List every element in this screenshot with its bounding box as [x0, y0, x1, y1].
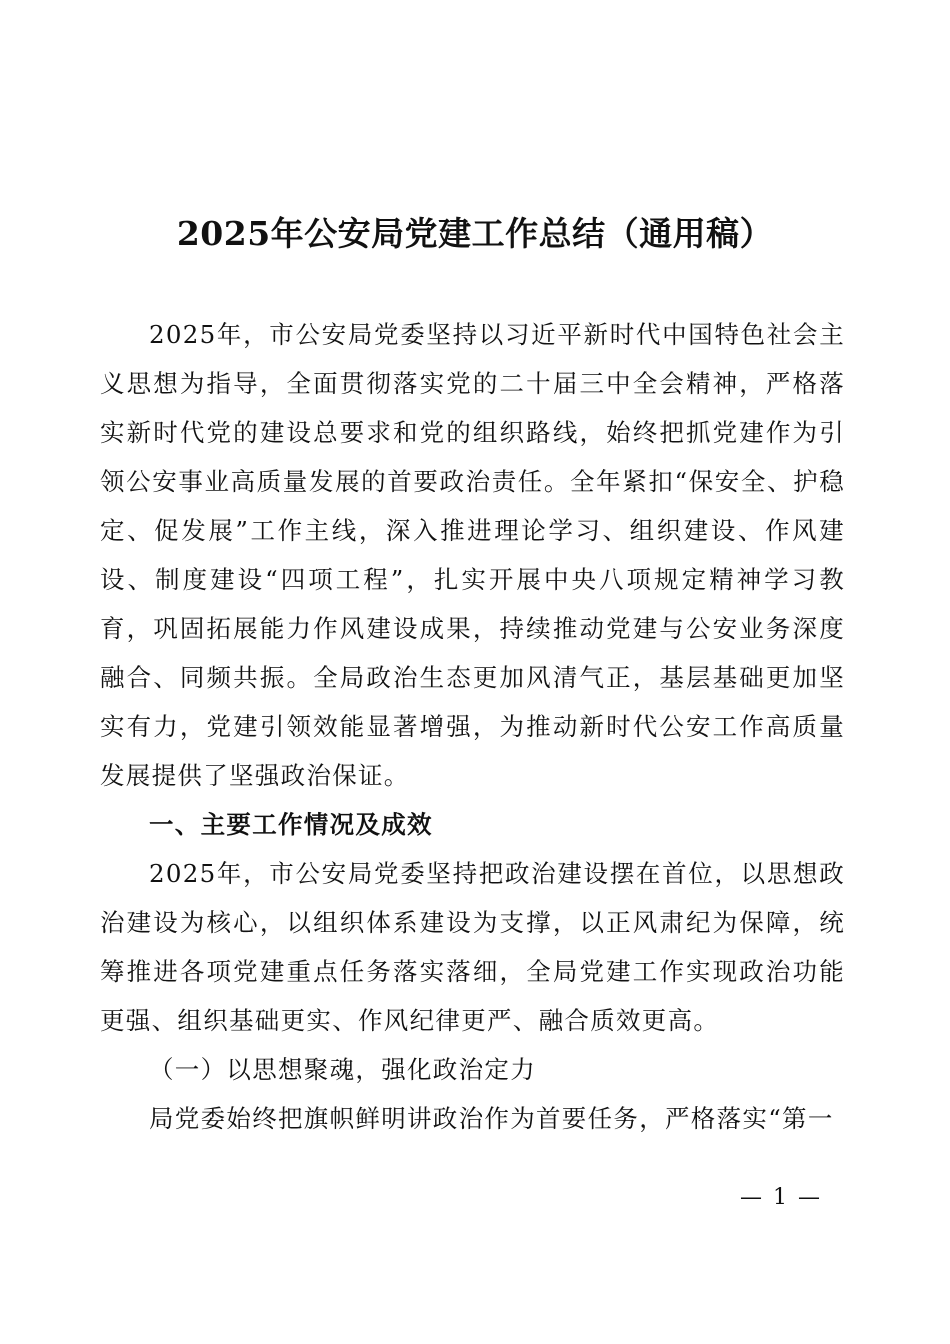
- section-1-paragraph: 2025年，市公安局党委坚持把政治建设摆在首位，以思想政治建设为核心，以组织体系建设为支撑，以正风肃纪为保障，统筹推进各项党建重点任务落实落细，全局党建工作实现政治功能更强、组织基础更实、作风纪律更严、融合质效更高。: [100, 859, 845, 1035]
- subsection-1-paragraph: 局党委始终把旗帜鲜明讲政治作为首要任务，严格落实“第一: [149, 1104, 834, 1133]
- section-heading-1: 一、主要工作情况及成效: [149, 810, 433, 839]
- intro-paragraph: 2025年，市公安局党委坚持以习近平新时代中国特色社会主义思想为指导，全面贯彻落实党的二十届三中全会精神，严格落实新时代党的建设总要求和党的组织路线，始终把抓党建作为引领公安事业高质量发展的首要政治责任。全年紧扣“保安全、护稳定、促发展”工作主线，深入推进理论学习、组织建设、作风建设、制度建设“四项工程”，扎实开展中央八项规定精神学习教育，巩固拓展能力作风建设成果，持续推动党建与公安业务深度融合、同频共振。全局政治生态更加风清气正，基层基础更加坚实有力，党建引领效能显著增强，为推动新时代公安工作高质量发展提供了坚强政治保证。: [100, 320, 845, 790]
- subsection-heading-1: （一）以思想聚魂，强化政治定力: [149, 1055, 536, 1084]
- page-number: — 1 —: [740, 1185, 822, 1210]
- document-body: [100, 310, 845, 1143]
- document-title: 2025年公安局党建工作总结（通用稿）: [176, 214, 774, 253]
